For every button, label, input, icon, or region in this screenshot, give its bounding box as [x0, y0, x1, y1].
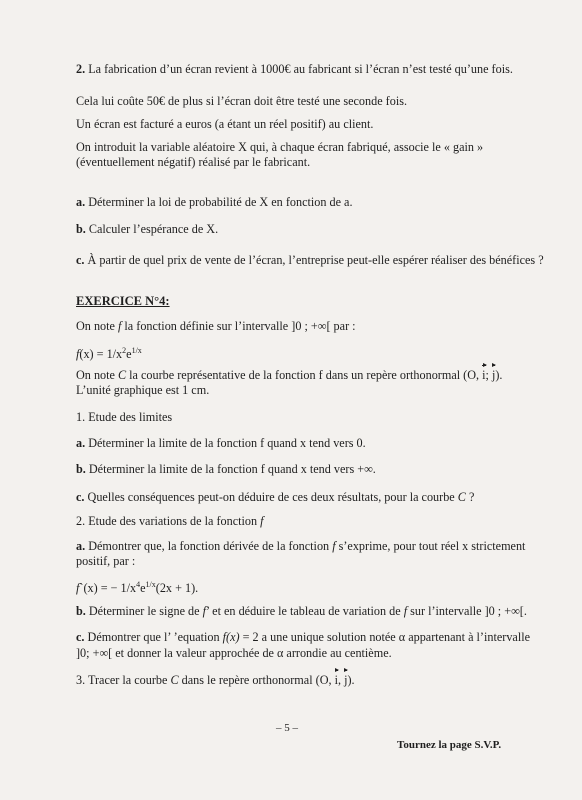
- question-text: Déterminer le signe de: [88, 604, 200, 618]
- math-exponent: 2: [122, 346, 127, 355]
- question-text: Déterminer la loi de probabilité de X en fonction de a.: [88, 195, 353, 209]
- question-text: = 2 a une unique solution notée α appartenant à l’intervalle: [242, 630, 531, 644]
- text-part: On note: [76, 319, 115, 333]
- question-label: a.: [76, 195, 86, 209]
- math-f: f: [260, 514, 264, 528]
- question-text: 3. Tracer la courbe: [76, 673, 168, 687]
- page-number: – 5 –: [276, 722, 298, 734]
- vector-j: j: [344, 673, 348, 687]
- question-label: b.: [76, 604, 86, 618]
- exercise-3-q2-line5: (éventuellement négatif) réalisé par le fabricant.: [76, 155, 311, 169]
- question-text: Déterminer la limite de la fonction f quand x tend vers 0.: [88, 436, 366, 450]
- question-text: s’exprime, pour tout réel x strictement: [338, 539, 526, 553]
- question-label: b.: [76, 222, 86, 236]
- math-C: C: [117, 368, 127, 382]
- exercise-3-q2-line2: Cela lui coûte 50€ de plus si l’écran doit être testé une seconde fois.: [76, 94, 407, 108]
- math-part: `(x) = − 1/x: [79, 581, 137, 596]
- exercise-3-q2-line3: Un écran est facturé a euros (a étant un réel positif) au client.: [76, 117, 374, 131]
- question-label: c.: [76, 630, 85, 644]
- text-part: ?: [468, 490, 475, 504]
- section-1-title: 1. Etude des limites: [76, 410, 173, 424]
- line-text: La fabrication d’un écran revient à 1000€ au fabricant si l’écran n’est testé qu’une fois.: [88, 62, 513, 76]
- question-label: c.: [76, 253, 85, 267]
- question-text: dans le repère orthonormal (O,: [181, 673, 332, 687]
- curve-intro: [76, 368, 502, 382]
- section-2-a: [76, 539, 525, 553]
- math-f: f: [403, 604, 408, 618]
- text-part: On note: [76, 368, 115, 382]
- question-label: c.: [76, 490, 85, 504]
- question-b: [76, 222, 218, 236]
- question-c: [76, 253, 544, 267]
- section-1-b: [76, 462, 376, 476]
- derivative-formula: [76, 578, 198, 595]
- section-2-b: [76, 604, 527, 618]
- math-f: f: [332, 539, 336, 553]
- separator: ,: [337, 673, 342, 687]
- math-e: e: [126, 347, 132, 362]
- text-part: ).: [347, 673, 355, 687]
- section-2-a-line2: positif, par :: [76, 554, 136, 568]
- math-C: C: [170, 673, 179, 687]
- question-text: Calculer l’espérance de X.: [88, 222, 219, 236]
- math-C: C: [457, 490, 466, 504]
- question-label: b.: [76, 462, 86, 476]
- section-2-c-line2: ]0; +∞[ et donner la valeur approchée de α arrondie au centième.: [76, 646, 392, 660]
- section-2-c: [76, 630, 530, 644]
- question-text: sur l’intervalle ]0 ; +∞[.: [410, 604, 527, 618]
- question-text: Déterminer la limite de la fonction f quand x tend vers +∞.: [88, 462, 376, 476]
- section-1-a: [76, 436, 366, 450]
- question-text: Démontrer que, la fonction dérivée de la fonction: [88, 539, 330, 553]
- section-title-text: 2. Etude des variations de la fonction: [76, 514, 258, 528]
- text-part: la courbe représentative de la fonction f dans un repère orthonormal (O,: [129, 368, 480, 382]
- question-label: a.: [76, 436, 86, 450]
- exercise-4-title: EXERCICE N°4:: [76, 294, 170, 308]
- text-part: la fonction définie sur l’intervalle ]0 ; +∞[ par :: [124, 319, 356, 333]
- section-1-c: [76, 490, 474, 504]
- function-definition: [76, 344, 142, 361]
- math-e: e: [140, 581, 146, 596]
- math-f: f: [202, 604, 206, 618]
- text-part: ).: [495, 368, 503, 382]
- vector-j: j: [491, 368, 496, 382]
- question-number: 2.: [76, 62, 86, 76]
- math-exponent: 1/x: [145, 580, 156, 589]
- exercise-3-q2-line4: On introduit la variable aléatoire X qui, à chaque écran fabriqué, associe le « gain »: [76, 140, 484, 154]
- math-f: f: [76, 581, 80, 596]
- turn-page-note: Tournez la page S.V.P.: [397, 739, 502, 751]
- question-text: À partir de quel prix de vente de l’écran, l’entreprise peut-elle espérer réaliser des bénéfices ?: [87, 253, 544, 267]
- math-exponent: 1/x: [131, 346, 142, 355]
- section-3: [76, 673, 355, 687]
- math-exponent: 4: [136, 580, 141, 589]
- question-text: ’ et en déduire le tableau de variation de: [205, 604, 401, 618]
- function-intro: [76, 319, 356, 333]
- section-2-title: [76, 514, 264, 528]
- math-part: (2x + 1).: [155, 581, 199, 596]
- vector-i: i: [482, 368, 486, 382]
- question-a: [76, 195, 353, 209]
- graph-unit: L’unité graphique est 1 cm.: [76, 383, 210, 397]
- vector-i: i: [334, 673, 338, 687]
- question-text: Démontrer que l’ ’equation: [87, 630, 220, 644]
- question-text: Quelles conséquences peut-on déduire de ces deux résultats, pour la courbe: [87, 490, 455, 504]
- question-label: a.: [76, 539, 86, 553]
- math-part: (x) = 1/x: [79, 347, 123, 362]
- separator: ;: [485, 368, 489, 382]
- math-fx: f(x): [222, 630, 240, 644]
- math-f: f: [76, 347, 80, 362]
- math-f: f: [117, 319, 122, 333]
- exercise-3-q2-line1: [76, 62, 513, 76]
